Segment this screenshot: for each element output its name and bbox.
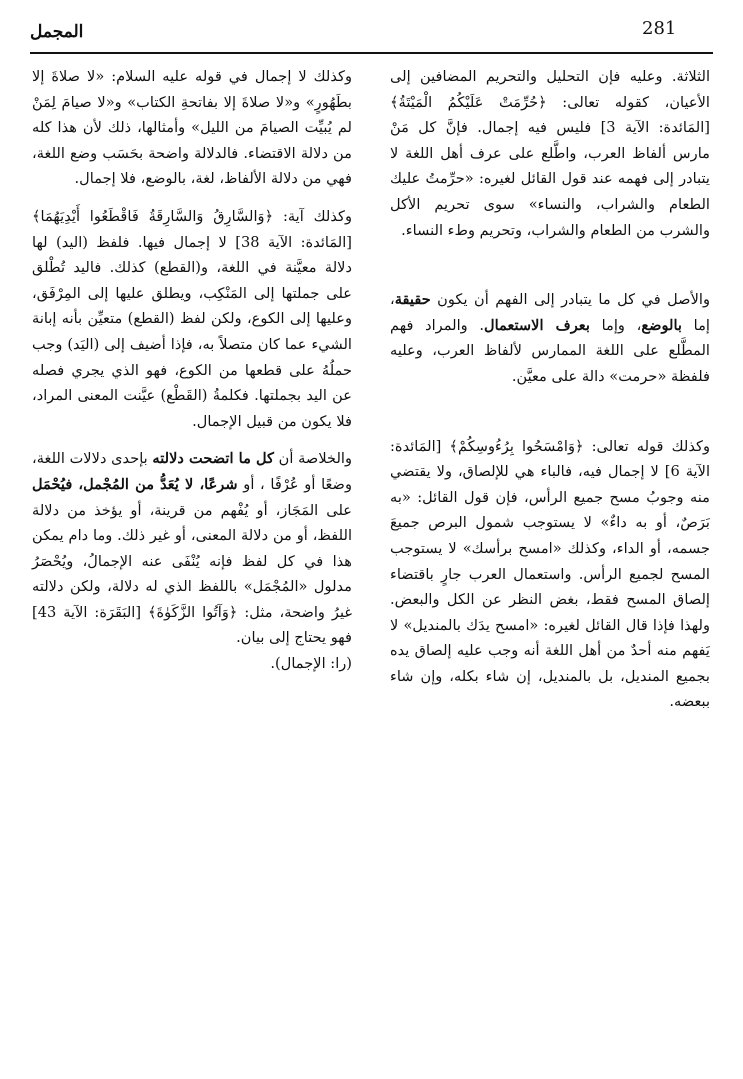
bold-term: حقيقة [394, 291, 431, 309]
text-run: والخلاصة أن [274, 450, 352, 468]
bold-term: كل ما اتضحت دلالته [152, 450, 274, 468]
text-run: بإحدى دلالات اللغة، وضعًا أو عُرْفًا ، أو [32, 450, 352, 493]
right-column [390, 64, 710, 715]
left-paragraph-3 [32, 446, 352, 651]
page-number: 281 [642, 18, 677, 39]
running-title: المجمل [30, 22, 84, 42]
bold-term: شرعًا، لا يُعَدُّ من المُجْمل، فيُحْمَل [32, 475, 238, 493]
left-column [32, 64, 352, 677]
left-paragraph-1: وكذلك لا إجمال في قوله عليه السلام: «لا صلاةَ إلا بطَهُورٍ» و«لا صلاةَ إلا بفاتحةِ الكتاب» و«لا صيامَ لِمَنْ لم يُبيِّت الصيامَ من الليل» وأمثالها، ذلك لأن هذا كله من دلالة الاقتضاء. فالدلالة واضحة بحَسَب وضع اللغة، فهي من دلالة الألفاظ، لغة، بالوضع، فلا إجمال. [32, 68, 352, 188]
text-run: على المَجَاز، أو يُفْهم من قرينة، أو يؤخذ من دلالة اللفظ، أو من دلالة المعنى، أو غير ذلك. وما دام يمكن هذا في كل لفظ فإنه يُنْفَى عنه الإجمالُ، ويُحْصَرُ مدلول «المُجْمَل» باللفظ الذي له دلالة، ولكن دلالته غيرُ واضحة، مثل: ﴿وَآتُوا الزَّكَوٰةَ﴾ [البَقَرَة: الآية 43] فهو يحتاج إلى بيان. [32, 501, 352, 647]
cross-reference: (را: الإجمال). [270, 655, 352, 673]
right-paragraph-1: الثلاثة. وعليه فإن التحليل والتحريم المضافين إلى الأعيان، كقوله تعالى: ﴿حُرِّمَتْ عَلَيْكُمُ الْمَيْتَةُ﴾ [المَائدة: الآية 3] فليس فيه إجمال. فإنَّ كل مَنْ مارس ألفاظ العرب، واطَّلع على عرف أهل اللغة لا يتبادر إلى فهمه عند قول القائل لغيره: «حرِّمتُ عليك الطعام والشراب، والنساء» سوى تحريم الأكل والشرب من الطعام والشراب، وتحريم وطء النساء. [390, 68, 710, 239]
bold-term: بعرف الاستعمال [483, 316, 590, 334]
right-paragraph-3: وكذلك قوله تعالى: ﴿وَامْسَحُوا بِرُءُوسِكُمْ﴾ [المَائدة: الآية 6] لا إجمال فيه، فالباء هي للإلصاق، ولا يقتضي منه وجوبُ مسح جميع الرأس، فإن قول القائل: «به بَرَصٌ، أو به داءٌ» لا يستوجب شمول البرص جميعَ جسمه، أو الداء، وكذلك «امسح برأسك» لا يستوجب المسح لجميع الرأس. واستعمال العرب جارٍ باقتضاء إلصاق المسح فقط، بغض النظر عن الكل والبعض. ولهذا فإذا قال القائل لغيره: «امسح يدَك بالمنديل» لا يَفهم منه أحدٌ من أهل اللغة أنه وجب عليه إلصاق يده بجميع المنديل، بل بالمنديل، إن شاء بكله، وإن شاء ببعضه. [390, 437, 710, 711]
left-paragraph-2: وكذلك آية: ﴿وَالسَّارِقُ وَالسَّارِقَةُ فَاقْطَعُوا أَيْدِيَهُمَا﴾ [المَائدة: الآية 38] لا إجمال فيها. فلفظ (اليد) لها دلالة معيَّنة في اللغة، و(القطع) كذلك. فاليد تُطْلق على جملتها إلى المَنْكِب، ويطلق عليها إلى المِرْفَق، وعليها إلى الكوع، ولكن لفظ (القطع) متعيِّن بأنه إبانة الشيء عما كان متصلاً به، فإذا أضيف إلى (اليَد) وجب حملُهُ على قطعها من الكوع، فهو الذي يجري فصله عن اليد بجملتها. فكلمةُ (القَطْع) عيَّنت المعنى المراد، فلا يكون من قبيل الإجمال. [32, 207, 352, 430]
text-run: والأصل في كل ما يتبادر إلى الفهم أن يكون [430, 291, 710, 309]
text-run: . والمراد فهم المطَّلع على اللغة الممارس لألفاظ العرب، وعليه فلفظة «حرمت» دالة على معيَّن. [390, 316, 710, 385]
bold-term: بالوضع [641, 316, 682, 334]
text-run: ، وإما [589, 316, 642, 334]
right-paragraph-2 [390, 287, 710, 389]
text-run: ، إما [390, 291, 710, 334]
page-header [30, 16, 713, 54]
